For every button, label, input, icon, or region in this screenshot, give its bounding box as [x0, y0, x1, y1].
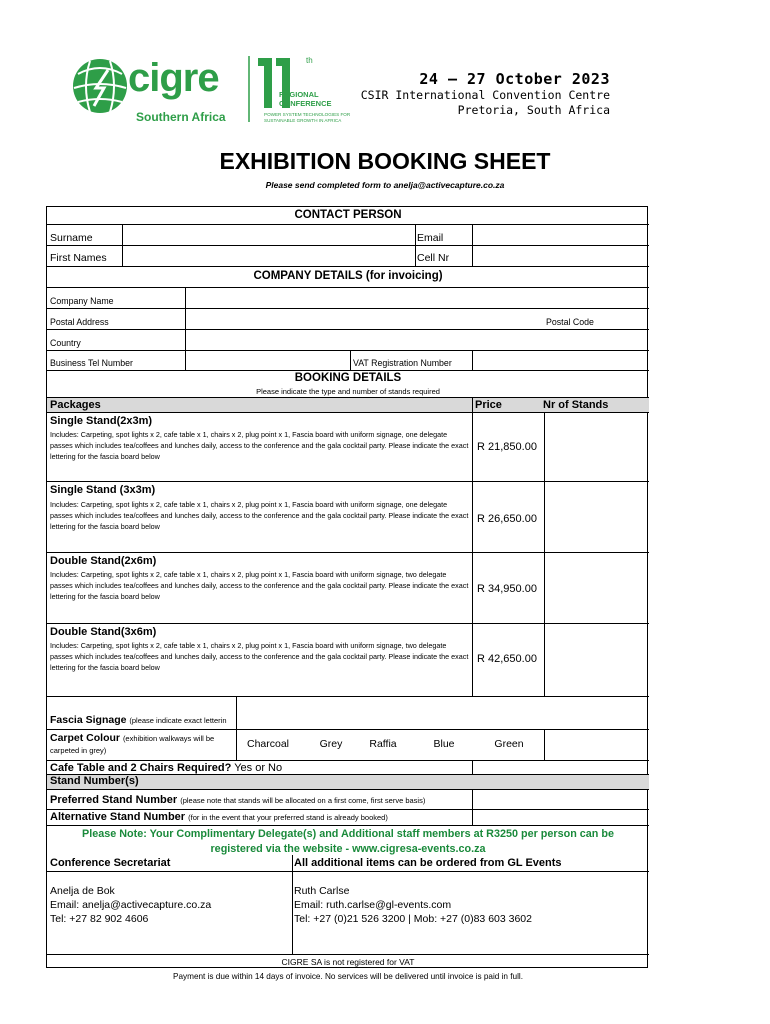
postal-code-label: Postal Code: [546, 317, 594, 327]
event-venue: CSIR International Convention Centre: [360, 88, 610, 102]
package-name: Single Stand(2x3m): [50, 415, 153, 427]
preferred-stand-label: Preferred Stand Number (please note that stands will be allocated on a first come, first serve basis): [50, 794, 426, 806]
carpet-colour-label: Carpet Colour (exhibition walkways will be: [50, 732, 215, 744]
registration-note-line2: registered via the website - www.cigresa-events.co.za: [210, 843, 486, 855]
carpet-option-green[interactable]: Green: [494, 738, 524, 750]
vat-label: VAT Registration Number: [353, 358, 452, 368]
secretariat-email: Email: anelja@activecapture.co.za: [50, 899, 212, 911]
event-dates: 24 – 27 October 2023: [419, 70, 610, 88]
page-subtitle: Please send completed form to anelja@activecapture.co.za: [265, 180, 505, 190]
gl-events-name: Ruth Carlse: [294, 885, 350, 897]
package-price: R 21,850.00: [477, 441, 537, 453]
gl-events-tel: Tel: +27 (0)21 526 3200 | Mob: +27 (0)83 603 3602: [294, 913, 532, 925]
payment-note: Payment is due within 14 days of invoice. No services will be delivered until invoice is paid in full.: [173, 972, 523, 981]
secretariat-tel: Tel: +27 82 902 4606: [50, 913, 149, 925]
package-description: Includes: Carpeting, spot lights x 2, cafe table x 1, chairs x 2, plug point x 1, Fascia board with uniform signage, two delegate passes which includes tea/coffees and lunches daily, access to the conference and the gala cocktail party. Please indicate the exact lettering for the fascia board below: [50, 641, 469, 672]
carpet-option-raffia[interactable]: Raffia: [369, 738, 397, 750]
cafe-table-field[interactable]: [473, 761, 649, 774]
badge-lines: REGIONAL CONFERENCE: [279, 90, 332, 108]
carpet-option-grey[interactable]: Grey: [319, 738, 343, 750]
package-qty-field[interactable]: [545, 482, 649, 552]
package-qty-field[interactable]: [545, 624, 649, 696]
carpet-option-blue[interactable]: Blue: [433, 738, 455, 750]
business-tel-label: Business Tel Number: [50, 358, 133, 368]
first-names-label: First Names: [50, 252, 107, 264]
preferred-stand-field[interactable]: [473, 790, 649, 809]
postal-address-field[interactable]: [186, 309, 544, 329]
col-nr-of-stands: Nr of Stands: [543, 399, 609, 411]
carpet-option-charcoal[interactable]: Charcoal: [246, 738, 290, 750]
vat-field[interactable]: [473, 351, 649, 370]
badge-sup: th: [306, 56, 313, 65]
secretariat-heading: Conference Secretariat: [50, 857, 171, 869]
alternative-stand-field[interactable]: [473, 810, 649, 825]
package-qty-field[interactable]: [545, 553, 649, 623]
country-field[interactable]: [186, 330, 649, 350]
gl-events-heading: All additional items can be ordered from GL Events: [294, 857, 562, 869]
email-field[interactable]: [473, 225, 649, 245]
stand-numbers-heading: Stand Number(s): [50, 775, 139, 787]
logo-subtext: Southern Africa: [136, 110, 226, 124]
package-price: R 42,650.00: [477, 653, 537, 665]
logo-text: cigre: [128, 56, 219, 100]
package-name: Double Stand(3x6m): [50, 626, 157, 638]
fascia-signage-label: Fascia Signage (please indicate exact letterin: [50, 714, 227, 726]
contact-heading: CONTACT PERSON: [294, 209, 402, 221]
package-description: Includes: Carpeting, spot lights x 2, cafe table x 1, chairs x 2, plug point x 1, Fascia board with uniform signage, one delegate passes which includes tea/coffees and lunches daily, access to the conference and the gala cocktail party. Please indicate the exact lettering for the fascia board below: [50, 430, 469, 461]
cafe-table-question: Cafe Table and 2 Chairs Required? Yes or No: [50, 762, 283, 774]
package-name: Single Stand (3x3m): [50, 484, 156, 496]
package-price: R 34,950.00: [477, 583, 537, 595]
event-info: [361, 70, 610, 118]
alternative-stand-label: Alternative Stand Number (for in the event that your preferred stand is already booked): [50, 811, 388, 823]
package-price: R 26,650.00: [477, 513, 537, 525]
cigre-logo: [68, 52, 368, 132]
package-qty-field[interactable]: [545, 413, 649, 481]
package-description: Includes: Carpeting, spot lights x 2, cafe table x 1, chairs x 2, plug point x 1, Fascia board with uniform signage, two delegate passes which includes tea/coffees and lunches daily, access to the conference and the gala cocktail party. Please indicate the exact lettering for the fascia board below: [50, 570, 469, 601]
surname-field[interactable]: [123, 225, 415, 245]
registration-note-line1: Please Note: Your Complimentary Delegate(s) and Additional staff members at R3250 per person can be: [82, 828, 614, 840]
surname-label: Surname: [50, 232, 93, 244]
gl-events-email: Email: ruth.carlse@gl-events.com: [294, 899, 452, 911]
col-price: Price: [475, 399, 502, 411]
company-heading: COMPANY DETAILS (for invoicing): [253, 270, 443, 282]
company-name-field[interactable]: [186, 288, 649, 308]
package-description: Includes: Carpeting, spot lights x 2, cafe table x 1, chairs x 2, plug point x 1, Fascia board with uniform signage, one delegate passes which includes tea/coffees and lunches daily, access to the conference and the gala cocktail party. Please indicate the exact lettering for the fascia board below: [50, 500, 469, 531]
secretariat-name: Anelja de Bok: [50, 885, 115, 897]
fascia-signage-field[interactable]: [237, 697, 649, 729]
business-tel-field[interactable]: [186, 351, 350, 370]
country-label: Country: [50, 338, 81, 348]
col-packages: Packages: [50, 399, 101, 411]
booking-subheading: Please indicate the type and number of stands required: [256, 387, 440, 396]
company-name-label: Company Name: [50, 296, 114, 306]
first-names-field[interactable]: [123, 246, 415, 266]
cell-label: Cell Nr: [417, 252, 450, 264]
vat-note: CIGRE SA is not registered for VAT: [281, 957, 415, 967]
carpet-colour-note: carpeted in grey): [50, 746, 107, 755]
package-name: Double Stand(2x6m): [50, 555, 157, 567]
event-city: Pretoria, South Africa: [457, 103, 610, 117]
page-title: EXHIBITION BOOKING SHEET: [219, 148, 551, 174]
postal-address-label: Postal Address: [50, 317, 109, 327]
booking-form: [46, 206, 648, 968]
booking-heading: BOOKING DETAILS: [294, 372, 402, 384]
email-label: Email: [417, 232, 444, 244]
cell-field[interactable]: [473, 246, 649, 266]
badge-tagline: POWER SYSTEM TECHNOLOGIES FOR SUSTAINABLE GROWTH IN AFRICA: [264, 112, 351, 123]
